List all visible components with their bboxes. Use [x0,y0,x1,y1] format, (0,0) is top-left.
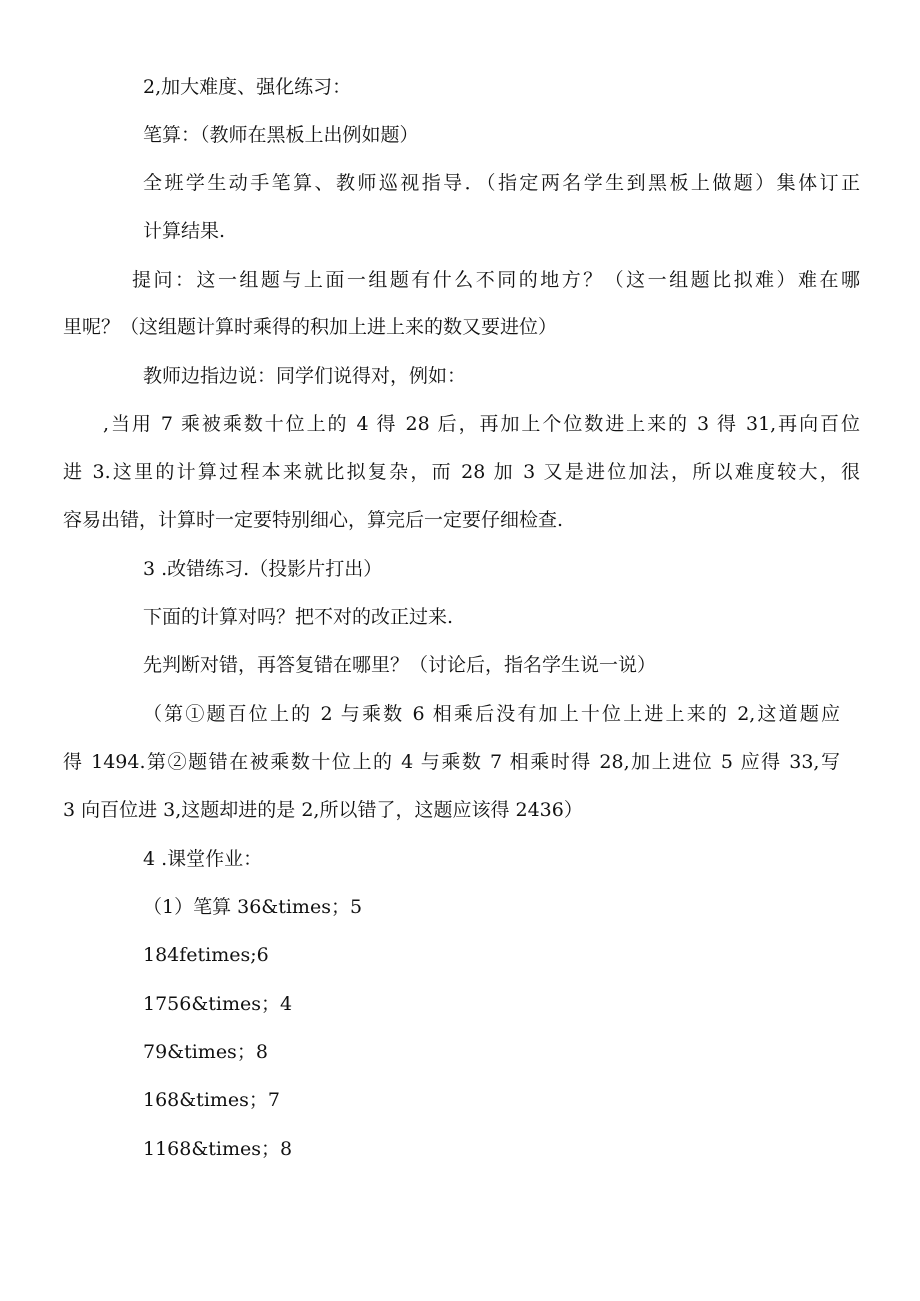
paragraph-line: 笔算：（教师在黑板上出例如题） [143,124,419,146]
exercise-line: （1）笔算 36&times；5 [143,896,363,918]
exercise-line: 79&times；8 [143,1041,268,1063]
paragraph-line: （第①题百位上的 2 与乘数 6 相乘后没有加上十位上进上来的 2,这道题应 [143,703,840,725]
section-heading-2: 2,加大难度、强化练习： [143,76,352,98]
paragraph-line: 3 向百位进 3,这题却进的是 2,所以错了，这题应该得 2436） [63,799,583,821]
paragraph-line: 先判断对错，再答复错在哪里？（讨论后，指名学生说一说） [143,654,657,676]
paragraph-line: 计算结果. [143,220,226,242]
exercise-line: 168&times；7 [143,1089,280,1111]
section-heading-4: 4 .课堂作业： [143,848,263,870]
exercise-line: 184fetimes;6 [143,944,269,966]
paragraph-line: 进 3.这里的计算过程本来就比拟复杂，而 28 加 3 又是进位加法，所以难度较大，很 [63,461,860,483]
paragraph-line: 教师边指边说：同学们说得对，例如： [143,365,467,387]
paragraph-line: 得 1494.第②题错在被乘数十位上的 4 与乘数 7 相乘时得 28,加上进位 5 应得 33,写 [63,751,840,773]
paragraph-line: 里呢？（这组题计算时乘得的积加上进上来的数又要进位） [63,316,558,338]
paragraph-line: 全班学生动手笔算、教师巡视指导．（指定两名学生到黑板上做题）集体订正 [143,172,860,194]
section-heading-3: 3 .改错练习.（投影片打出） [143,558,383,580]
paragraph-line: ,当用 7 乘被乘数十位上的 4 得 28 后，再加上个位数进上来的 3 得 31,再向百位 [103,413,860,435]
paragraph-line: 容易出错，计算时一定要特别细心，算完后一定要仔细检查. [63,509,564,531]
exercise-line: 1168&times；8 [143,1138,293,1160]
paragraph-line: 下面的计算对吗？把不对的改正过来. [143,606,454,628]
exercise-line: 1756&times；4 [143,993,293,1015]
paragraph-line: 提问：这一组题与上面一组题有什么不同的地方？（这一组题比拟难）难在哪 [132,269,860,291]
